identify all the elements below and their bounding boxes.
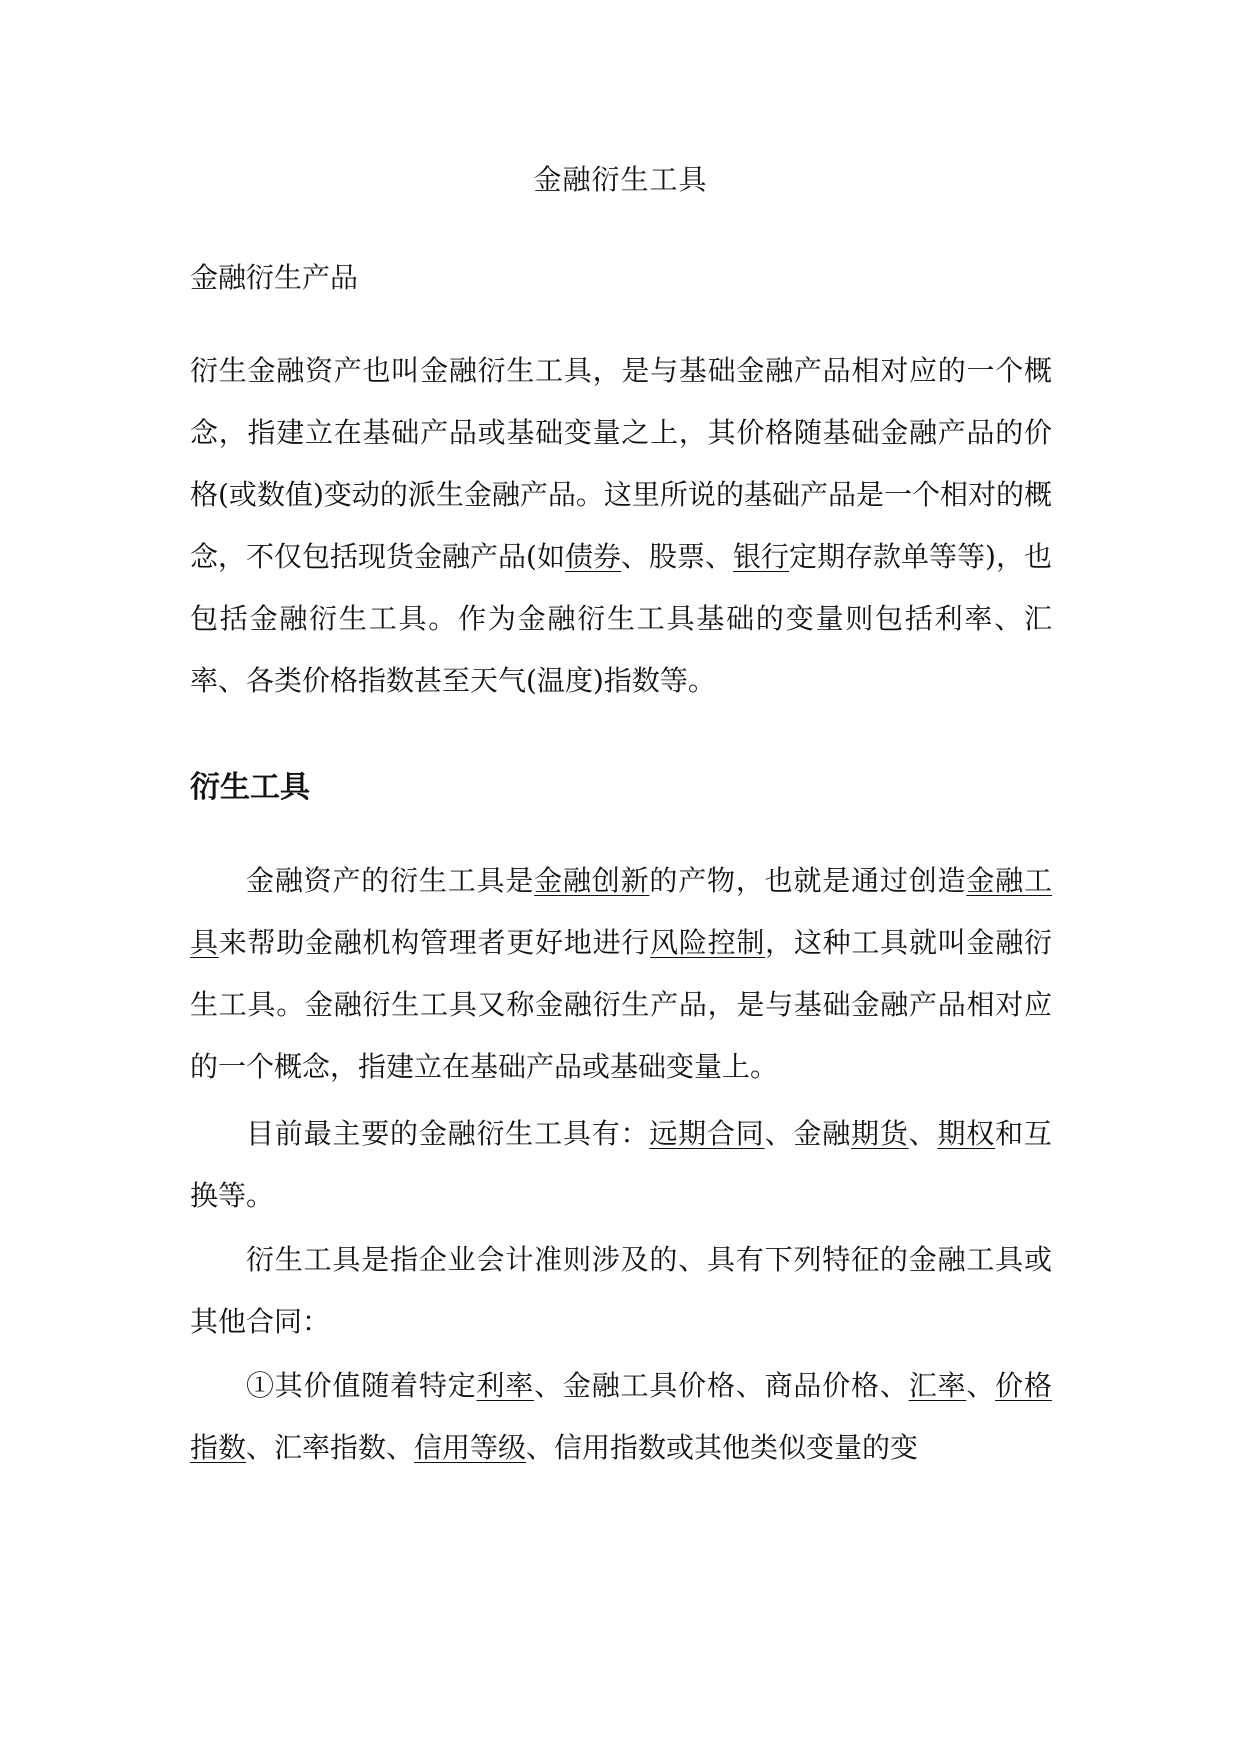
body1-text-2: 的产物，也就是通过创造	[649, 864, 967, 897]
body2-text-1: 目前最主要的金融衍生工具有：	[246, 1117, 650, 1150]
link-options[interactable]: 期权	[937, 1117, 996, 1150]
intro-paragraph	[190, 340, 1052, 712]
body4-text-2: 、金融工具价格、商品价格、	[534, 1369, 909, 1402]
intro-text-2: 、股票、	[620, 540, 733, 573]
body1-text-3: 来帮助金融机构管理者更好地进行	[218, 926, 651, 959]
link-financial-instrument[interactable]: 金融工具	[190, 864, 1052, 959]
link-price-index[interactable]: 价格指数	[190, 1369, 1052, 1464]
body-paragraph-2	[190, 1103, 1052, 1227]
link-interest-rate[interactable]: 利率	[476, 1369, 535, 1402]
section-heading: 衍生工具	[190, 770, 310, 805]
body4-text-3: 、	[966, 1369, 996, 1402]
link-futures[interactable]: 期货	[851, 1117, 909, 1150]
body-paragraph-1	[190, 850, 1052, 1098]
body2-text-2: 、金融	[764, 1117, 852, 1150]
body4-text-5: 、信用指数或其他类似变量的变	[526, 1431, 919, 1464]
body-paragraph-3	[190, 1229, 1052, 1353]
link-risk-control[interactable]: 风险控制	[650, 926, 766, 959]
body2-text-4: 和互换等。	[190, 1117, 1052, 1212]
body1-text-1: 金融资产的衍生工具是	[246, 864, 535, 897]
body2-text-3: 、	[908, 1117, 938, 1150]
link-bond[interactable]: 债券	[564, 540, 621, 573]
document-subtitle: 金融衍生产品	[190, 261, 359, 294]
body4-text-1: ①其价值随着特定	[246, 1369, 477, 1402]
intro-text-1: 衍生金融资产也叫金融衍生工具，是与基础金融产品相对应的一个概念，指建立在基础产品或基础变量之上，其价格随基础金融产品的价格(或数值)变动的派生金融产品。这里所说的基础产品是一个相对的概念，不仅包括现货金融产品(如	[190, 354, 1052, 573]
body4-text-4: 、汇率指数、	[246, 1431, 415, 1464]
document-title: 金融衍生工具	[533, 163, 708, 196]
body3-text-1: 衍生工具是指企业会计准则涉及的、具有下列特征的金融工具或其他合同：	[190, 1243, 1052, 1338]
link-forward-contract[interactable]: 远期合同	[649, 1117, 765, 1150]
link-bank[interactable]: 银行	[733, 540, 790, 573]
body-paragraph-4	[190, 1355, 1052, 1479]
link-financial-innovation[interactable]: 金融创新	[534, 864, 650, 897]
intro-text-3: 定期存款单等等)，也包括金融衍生工具。作为金融衍生工具基础的变量则包括利率、汇率、各类价格指数甚至天气(温度)指数等。	[190, 540, 1052, 697]
link-exchange-rate[interactable]: 汇率	[908, 1369, 967, 1402]
body1-text-4: ，这种工具就叫金融衍生工具。金融衍生工具又称金融衍生产品，是与基础金融产品相对应的一个概念，指建立在基础产品或基础变量上。	[190, 926, 1052, 1083]
link-credit-rating[interactable]: 信用等级	[414, 1431, 527, 1464]
